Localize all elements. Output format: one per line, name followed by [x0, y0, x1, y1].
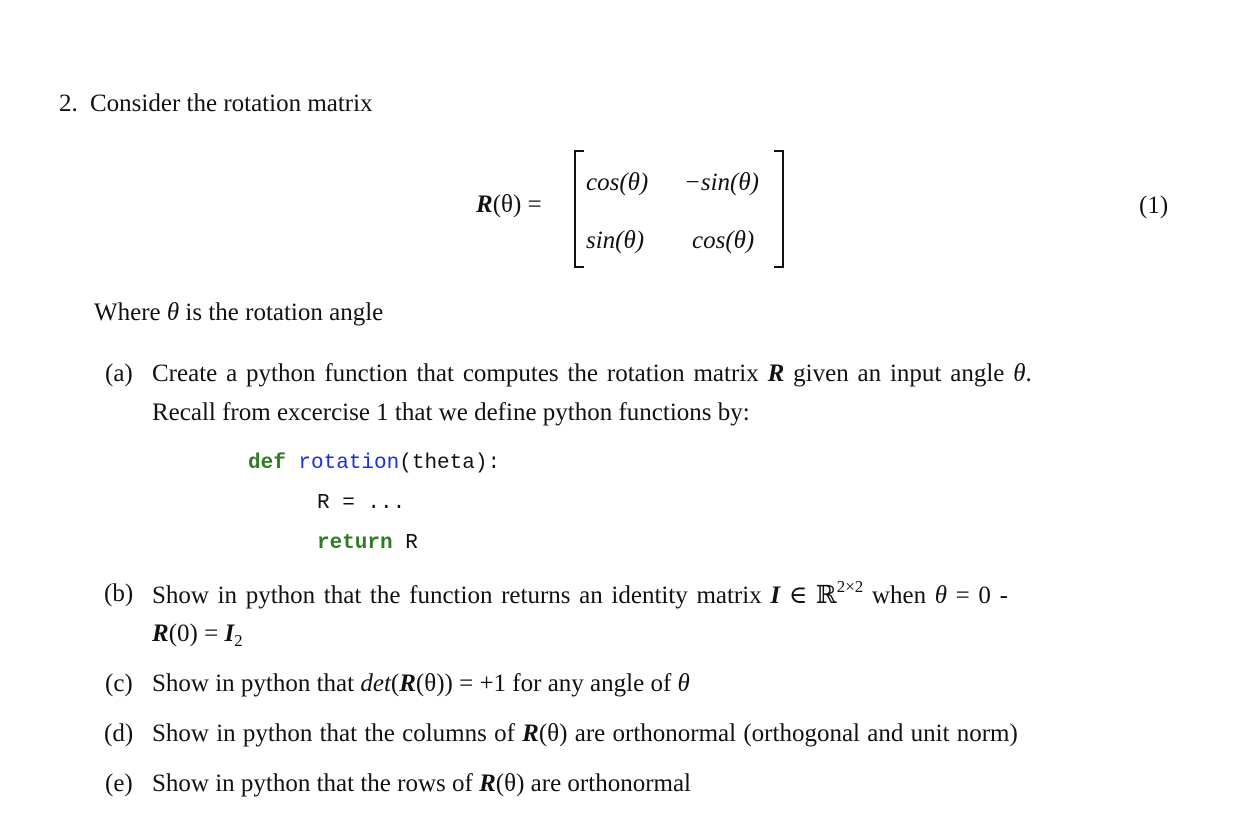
- part-b-superscript: 2×2: [836, 577, 864, 596]
- equation-lhs-symbol: R: [476, 191, 493, 218]
- where-line: [94, 299, 383, 327]
- matrix-cell-12: −sin(θ): [684, 169, 759, 196]
- part-b-in-reals: ∈ ℝ: [780, 582, 837, 609]
- part-b-text: Show in python that the function returns an identity matrix: [152, 582, 771, 609]
- part-a-label: (a): [105, 360, 133, 387]
- equation-lhs-arg: (θ) =: [492, 191, 542, 218]
- part-c-theta: θ: [677, 670, 690, 697]
- part-a-R: R: [767, 360, 785, 387]
- code-def-keyword: def: [248, 452, 286, 475]
- part-b-line2: [152, 620, 243, 648]
- code-line-2: R = ...: [317, 492, 406, 515]
- code-line-3: [317, 532, 418, 555]
- matrix-left-bracket: [574, 150, 584, 268]
- part-e-R: R: [479, 770, 496, 797]
- part-d-label: (d): [104, 720, 134, 747]
- code-line-1: [248, 452, 500, 475]
- part-b-line1: [152, 577, 1008, 610]
- part-d-line: [152, 720, 1018, 748]
- part-a-line2: Recall from excercise 1 that we define python functions by:: [152, 399, 750, 426]
- part-b-subscript: 2: [234, 631, 243, 650]
- where-text-post: is the rotation angle: [179, 299, 384, 326]
- part-e-arg: (θ): [495, 770, 525, 797]
- part-a-text: Create a python function that computes the rotation matrix: [152, 360, 768, 387]
- part-a-text-mid: given an input angle: [784, 360, 1014, 387]
- part-c-arg: (θ)) = +1 for any angle of: [415, 670, 678, 697]
- part-a-line1: [152, 360, 1032, 388]
- part-b-theta: θ: [934, 582, 948, 609]
- part-c-line: [152, 670, 690, 698]
- part-b-eq: (0) =: [168, 620, 225, 647]
- part-e-line: [152, 770, 691, 798]
- matrix-cell-21: sin(θ): [586, 227, 645, 254]
- matrix-cell-22: cos(θ): [692, 227, 755, 254]
- problem-header: [59, 90, 373, 118]
- part-b-I: I: [770, 582, 781, 609]
- part-e-text: Show in python that the rows of: [152, 770, 480, 797]
- equation-number: (1): [1139, 192, 1169, 219]
- part-c-det: det: [360, 670, 391, 697]
- part-c-text: Show in python that: [152, 670, 361, 697]
- code-function-args: (theta):: [399, 452, 501, 475]
- problem-intro: Consider the rotation matrix: [90, 90, 373, 117]
- matrix-right-bracket: [774, 150, 784, 268]
- part-b-R: R: [152, 620, 169, 647]
- rotation-matrix: [574, 150, 784, 266]
- part-a-theta: θ: [1013, 360, 1026, 387]
- part-e-label: (e): [105, 770, 133, 797]
- part-d-R: R: [522, 720, 539, 747]
- part-b-I2: I: [224, 620, 235, 647]
- part-d-text-post: are orthonormal (orthogonal and unit norm): [567, 720, 1018, 747]
- part-c-label: (c): [105, 670, 133, 697]
- equation-lhs: [476, 191, 542, 219]
- part-c-paren: (: [390, 670, 400, 697]
- part-e-text-post: are orthonormal: [524, 770, 692, 797]
- part-b-when: when: [863, 582, 935, 609]
- code-return-value: R: [392, 532, 418, 555]
- part-b-eq-zero: = 0 -: [947, 582, 1008, 609]
- matrix-cell-11: cos(θ): [586, 169, 649, 196]
- part-b-label: (b): [104, 580, 134, 607]
- part-d-arg: (θ): [538, 720, 568, 747]
- part-d-text: Show in python that the columns of: [152, 720, 523, 747]
- problem-number: 2.: [59, 90, 78, 117]
- part-c-R: R: [399, 670, 416, 697]
- code-function-name: rotation: [298, 452, 400, 475]
- where-text-pre: Where: [94, 299, 167, 326]
- part-a-period: .: [1025, 360, 1032, 387]
- code-return-keyword: return: [317, 532, 393, 555]
- where-theta: θ: [166, 299, 180, 326]
